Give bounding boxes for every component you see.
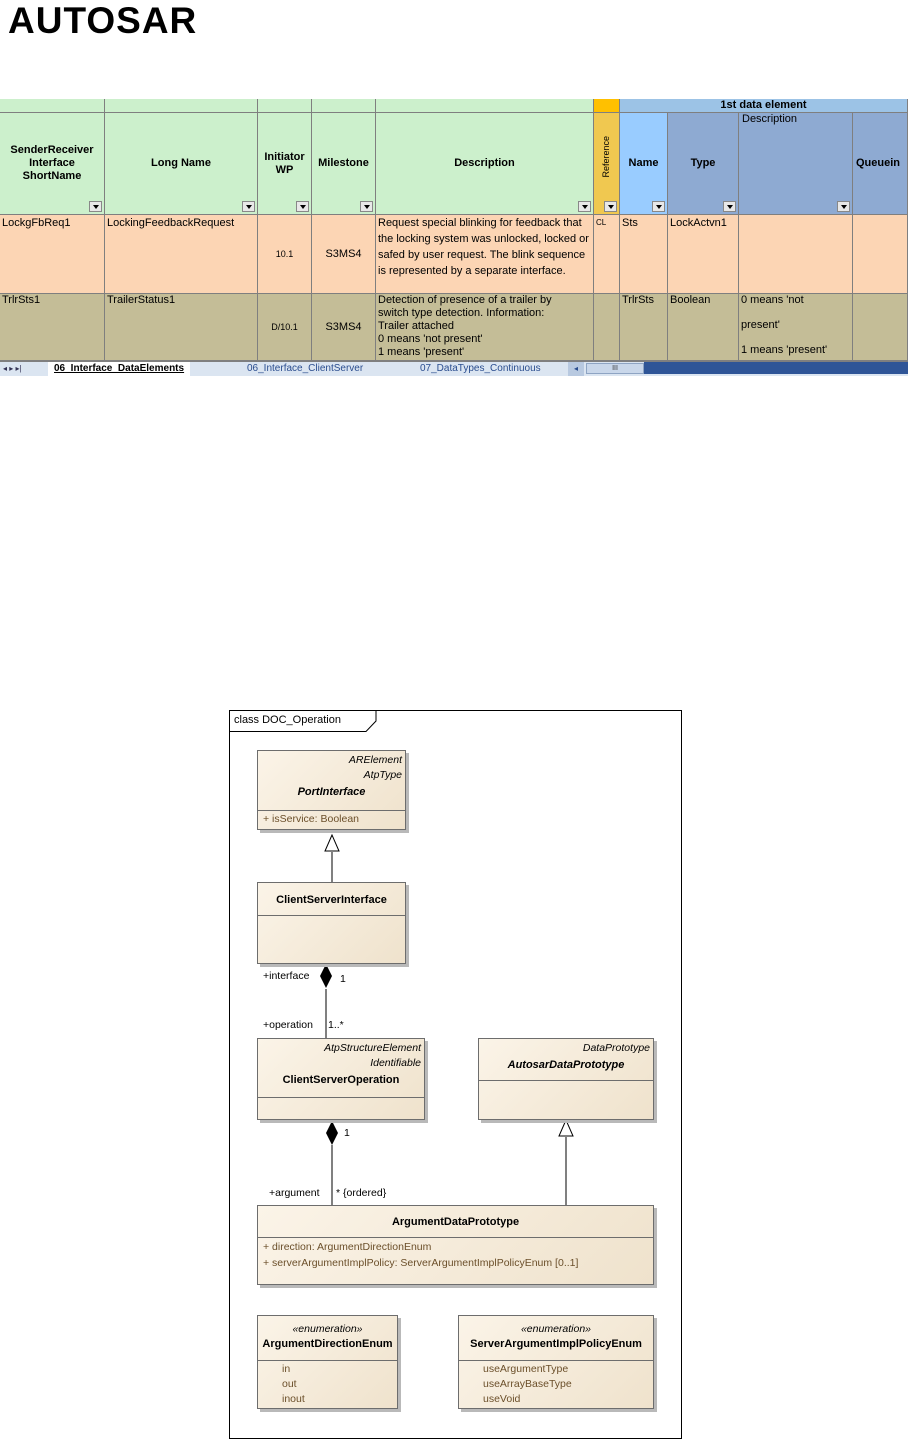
compartment-divider [258, 1097, 424, 1098]
stereotype: ARElement [348, 754, 402, 766]
cell-line: 1 means 'present' [378, 346, 465, 358]
role-label: +argument [269, 1187, 320, 1199]
role-label: +interface [263, 970, 310, 982]
class-client-server-interface[interactable] [257, 882, 406, 964]
table-cell[interactable]: CL [594, 215, 620, 294]
col-header-label: Name [628, 157, 659, 169]
table-cell[interactable]: Boolean [668, 294, 739, 361]
compartment-divider [459, 1360, 653, 1361]
enum-server-argument-impl-policy[interactable] [458, 1315, 654, 1409]
tab-interface-dataelements[interactable]: 06_Interface_DataElements [48, 362, 190, 376]
attribute: + serverArgumentImplPolicy: ServerArgumentImplPolicyEnum [0..1] [263, 1257, 579, 1269]
table-cell[interactable]: D/10.1 [258, 294, 312, 361]
stereotype: Identifiable [370, 1057, 421, 1069]
horizontal-scrollbar[interactable]: III [586, 363, 644, 374]
tab-nav-arrows-icon[interactable]: ◂ ▸ ▸| [3, 364, 22, 373]
frame-title: class DOC_Operation [234, 714, 341, 726]
filter-dropdown-icon[interactable] [360, 201, 373, 212]
multiplicity-label: * {ordered} [336, 1187, 387, 1199]
col-header-label: Long Name [151, 157, 211, 169]
enum-literal: out [282, 1378, 297, 1390]
top-row-cell [312, 99, 376, 113]
enum-name: ArgumentDirectionEnum [262, 1338, 393, 1350]
filter-dropdown-icon[interactable] [296, 201, 309, 212]
col-header-label: SenderReceiver Interface ShortName [10, 144, 94, 182]
col-header-long-name[interactable] [105, 113, 258, 215]
table-cell[interactable]: S3MS4 [312, 294, 376, 361]
top-row-cell [105, 99, 258, 113]
group-header: 1st data element [620, 99, 908, 113]
attribute-list [258, 1239, 578, 1271]
class-name: AutosarDataPrototype [507, 1059, 625, 1071]
uml-class-diagram [229, 710, 682, 1439]
tab-interface-clientserver[interactable]: 06_Interface_ClientServer [247, 363, 364, 374]
generalization-arrowhead [559, 1120, 573, 1136]
scroll-left-icon[interactable]: ◂ [568, 362, 584, 376]
cell-line: 0 means 'not [741, 294, 804, 306]
col-header-description[interactable] [376, 113, 594, 215]
enum-literal: useArrayBaseType [483, 1378, 572, 1390]
filter-dropdown-icon[interactable] [723, 201, 736, 212]
table-cell[interactable] [853, 215, 908, 294]
col-header-label: Description [742, 113, 798, 125]
class-name: ClientServerInterface [276, 894, 387, 906]
class-port-interface[interactable] [257, 750, 406, 830]
enum-literal: useArgumentType [483, 1363, 569, 1375]
col-header-label: Type [690, 157, 716, 169]
cell-line: 1 means 'present' [741, 344, 828, 356]
filter-dropdown-icon[interactable] [89, 201, 102, 212]
col-header-name[interactable] [620, 113, 668, 215]
compartment-divider [258, 1360, 397, 1361]
stereotype: DataPrototype [582, 1042, 650, 1054]
col-header-de-description[interactable] [739, 113, 853, 215]
enum-literal: useVoid [483, 1393, 521, 1405]
filter-dropdown-icon[interactable] [242, 201, 255, 212]
table-cell[interactable]: TrlrSts1 [0, 294, 105, 361]
compartment-divider [258, 1237, 653, 1238]
sheet-tab-bar [0, 361, 908, 376]
spreadsheet [0, 99, 908, 375]
compartment-divider [258, 915, 405, 916]
attribute: + direction: ArgumentDirectionEnum [263, 1241, 432, 1253]
stereotype: AtpStructureElement [324, 1042, 421, 1054]
top-row-cell [376, 99, 594, 113]
table-cell[interactable]: TrlrSts [620, 294, 668, 361]
compartment-divider [479, 1080, 653, 1081]
stereotype: «enumeration» [292, 1323, 363, 1335]
col-header-queueing[interactable] [853, 113, 908, 215]
table-cell[interactable]: Sts [620, 215, 668, 294]
col-header-initiator[interactable] [258, 113, 312, 215]
col-header-label: Milestone [318, 157, 369, 169]
role-label: +operation [263, 1019, 313, 1031]
col-header-label: Description [454, 157, 515, 169]
logo-text: AUTOSAR [8, 4, 198, 36]
col-header-type[interactable] [668, 113, 739, 215]
composition-diamond [320, 964, 332, 988]
col-header-reference[interactable] [594, 113, 620, 215]
col-header-milestone[interactable] [312, 113, 376, 215]
cell-line: Detection of presence of a trailer by [378, 294, 552, 306]
class-argument-data-prototype[interactable] [257, 1205, 654, 1285]
enum-name: ServerArgumentImplPolicyEnum [470, 1338, 642, 1350]
table-cell[interactable]: LockingFeedbackRequest [105, 215, 258, 294]
class-name: ClientServerOperation [282, 1074, 400, 1086]
class-name: PortInterface [297, 786, 366, 798]
table-cell[interactable]: 10.1 [258, 215, 312, 294]
multiplicity-label: 1 [344, 1127, 350, 1139]
col-header-label: Initiator WP [264, 150, 305, 176]
multiplicity-label: 1 [340, 973, 346, 985]
autosar-logo [8, 4, 330, 36]
stereotype: AtpType [363, 769, 402, 781]
top-row-cell [0, 99, 105, 113]
filter-dropdown-icon[interactable] [578, 201, 591, 212]
table-cell[interactable]: TrailerStatus1 [105, 294, 258, 361]
top-row-cell [594, 99, 620, 113]
class-client-server-operation[interactable] [257, 1038, 425, 1120]
table-cell[interactable]: Request special blinking for feedback that the locking system was unlocked, locked or safed by user request. The blink sequence is represented by a separate interface. [376, 215, 594, 294]
table-cell[interactable]: S3MS4 [312, 215, 376, 294]
table-cell[interactable] [739, 215, 853, 294]
generalization-arrowhead [325, 835, 339, 851]
cell-line: present' [741, 319, 780, 331]
class-name: ArgumentDataPrototype [391, 1216, 520, 1228]
col-header-label: Queuein [856, 157, 901, 169]
multiplicity-label: 1..* [328, 1019, 344, 1031]
table-cell[interactable] [853, 294, 908, 361]
cell-line: Trailer attached [378, 320, 455, 332]
filter-dropdown-icon[interactable] [837, 201, 850, 212]
tab-datatypes-continuous[interactable]: 07_DataTypes_Continuous [420, 363, 541, 374]
enum-literal: in [282, 1363, 291, 1375]
table-cell[interactable] [594, 294, 620, 361]
table-cell[interactable]: LockActvn1 [668, 215, 739, 294]
class-autosar-data-prototype[interactable] [478, 1038, 654, 1120]
table-cell[interactable]: LockgFbReq1 [0, 215, 105, 294]
col-header-short-name[interactable] [0, 113, 105, 215]
table-cell[interactable] [739, 294, 853, 361]
composition-diamond [326, 1121, 338, 1145]
enum-argument-direction[interactable] [257, 1315, 398, 1409]
filter-dropdown-icon[interactable] [652, 201, 665, 212]
literal-list [459, 1362, 572, 1407]
literal-list [258, 1362, 305, 1407]
cell-line: switch type detection. Information: [378, 307, 545, 319]
top-row-cell [258, 99, 312, 113]
stereotype: «enumeration» [520, 1323, 592, 1335]
col-header-label: Reference [601, 135, 611, 178]
table-cell[interactable] [376, 294, 594, 361]
filter-dropdown-icon[interactable] [604, 201, 617, 212]
scroll-track[interactable] [644, 362, 908, 374]
enum-literal: inout [282, 1393, 305, 1405]
cell-line: 0 means 'not present' [378, 333, 483, 345]
attribute: + isService: Boolean [263, 813, 360, 825]
